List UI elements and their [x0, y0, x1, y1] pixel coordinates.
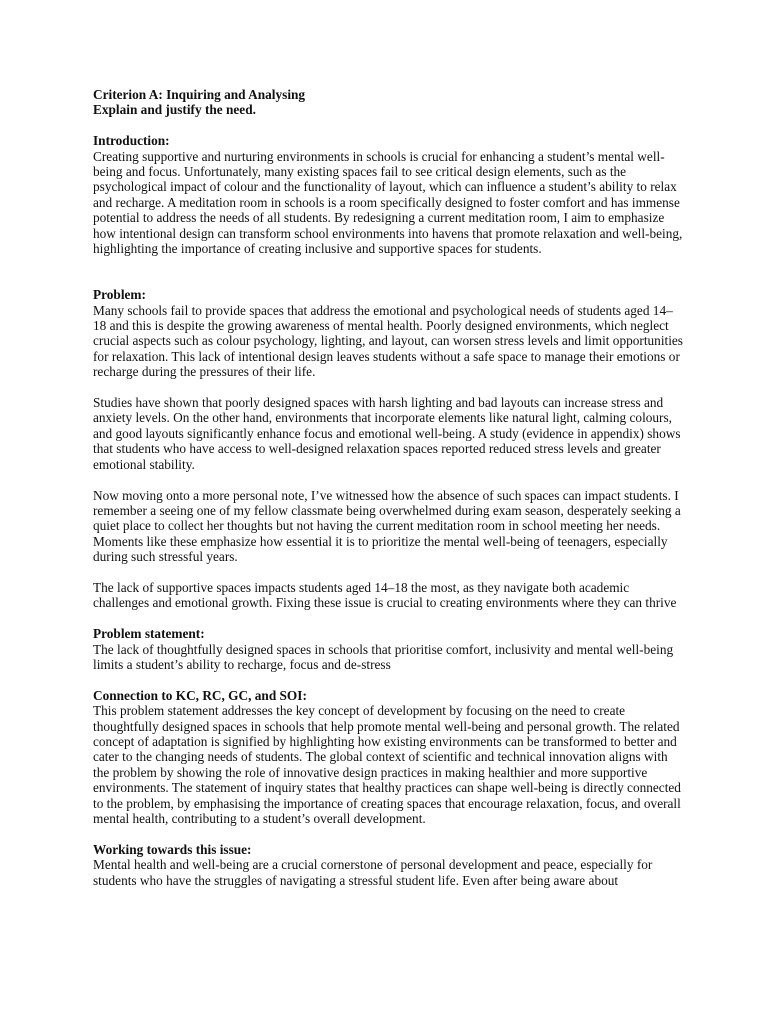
spacer	[93, 118, 683, 133]
problem-statement-paragraph: The lack of thoughtfully designed spaces in schools that prioritise comfort, inclusivity and mental well-being limits a student’s ability to recharge, focus and de-stress	[93, 641, 674, 672]
working-paragraph: Mental health and well-being are a crucial cornerstone of personal development and peace, especially for students who have the struggles of navigating a stressful student life. Even after being aware about	[93, 857, 653, 888]
spacer	[93, 472, 683, 487]
problem-paragraph: The lack of supportive spaces impacts students aged 14–18 the most, as they navigate both academic challenges and emotional growth. Fixing these issue is crucial to creating environments where they can thrive	[93, 579, 677, 611]
introduction-heading: Introduction:	[93, 133, 170, 149]
spacer	[93, 826, 683, 841]
introduction-paragraph: Creating supportive and nurturing environments in schools is crucial for enhancing a student’s mental well-being and focus. Unfortunately, many existing spaces fail to see critical design elements, such as the psychological impact of colour and the functionality of layout, which can influence a student’s ability to relax and recharge. A meditation room in schools is a room specifically designed to foster comfort and has immense potential to address the needs of all students. By redesigning a current meditation room, I aim to emphasize how intentional design can transform school environments into havens that promote relaxation and well-being, highlighting the importance of creating inclusive and supportive spaces for students.	[93, 148, 683, 257]
document-page	[93, 87, 683, 888]
working-heading: Working towards this issue:	[93, 841, 252, 857]
problem-statement-heading: Problem statement:	[93, 626, 205, 642]
spacer	[93, 565, 683, 580]
spacer	[93, 256, 683, 287]
criterion-title: Criterion A: Inquiring and Analysing	[93, 87, 306, 102]
connection-paragraph: This problem statement addresses the key concept of development by focusing on the need to create thoughtfully designed spaces in schools that help promote mental well-being and personal growth. The related concept of adaptation is signified by highlighting how existing environments can be transformed to better and cater to the changing needs of students. The global context of scientific and technical innovation aligns with the problem by showing the role of innovative design practices in making healthier and more supportive environments. The statement of inquiry states that healthy practices can shape well-being is directly connected to the problem, by emphasising the importance of creating spaces that encourage relaxation, focus, and overall mental health, contributing to a student’s overall development.	[93, 703, 681, 826]
spacer	[93, 380, 683, 395]
connection-heading: Connection to KC, RC, GC, and SOI:	[93, 687, 307, 703]
spacer	[93, 672, 683, 687]
criterion-subtitle: Explain and justify the need.	[93, 102, 256, 118]
spacer	[93, 611, 683, 626]
problem-paragraph: Many schools fail to provide spaces that address the emotional and psychological needs of students aged 14–18 and this is despite the growing awareness of mental health. Poorly designed environments, which neglect crucial aspects such as colour psychology, lighting, and layout, can worsen stress levels and limit opportunities for relaxation. This lack of intentional design leaves students without a safe space to manage their emotions or recharge during the pressures of their life.	[93, 302, 683, 380]
problem-heading: Problem:	[93, 287, 146, 303]
problem-paragraph: Now moving onto a more personal note, I’ve witnessed how the absence of such spaces can impact students. I remember a seeing one of my fellow classmate being overwhelmed during exam season, desperately seeking a quiet place to collect her thoughts but not having the current meditation room in school meeting her needs. Moments like these emphasize how essential it is to prioritize the mental well-being of teenagers, especially during such stressful years.	[93, 487, 681, 565]
problem-paragraph: Studies have shown that poorly designed spaces with harsh lighting and bad layouts can increase stress and anxiety levels. On the other hand, environments that incorporate elements like natural light, calming colours, and good layouts significantly enhance focus and emotional well-being. A study (evidence in appendix) shows that students who have access to well-designed relaxation spaces reported reduced stress levels and greater emotional stability.	[93, 395, 681, 472]
